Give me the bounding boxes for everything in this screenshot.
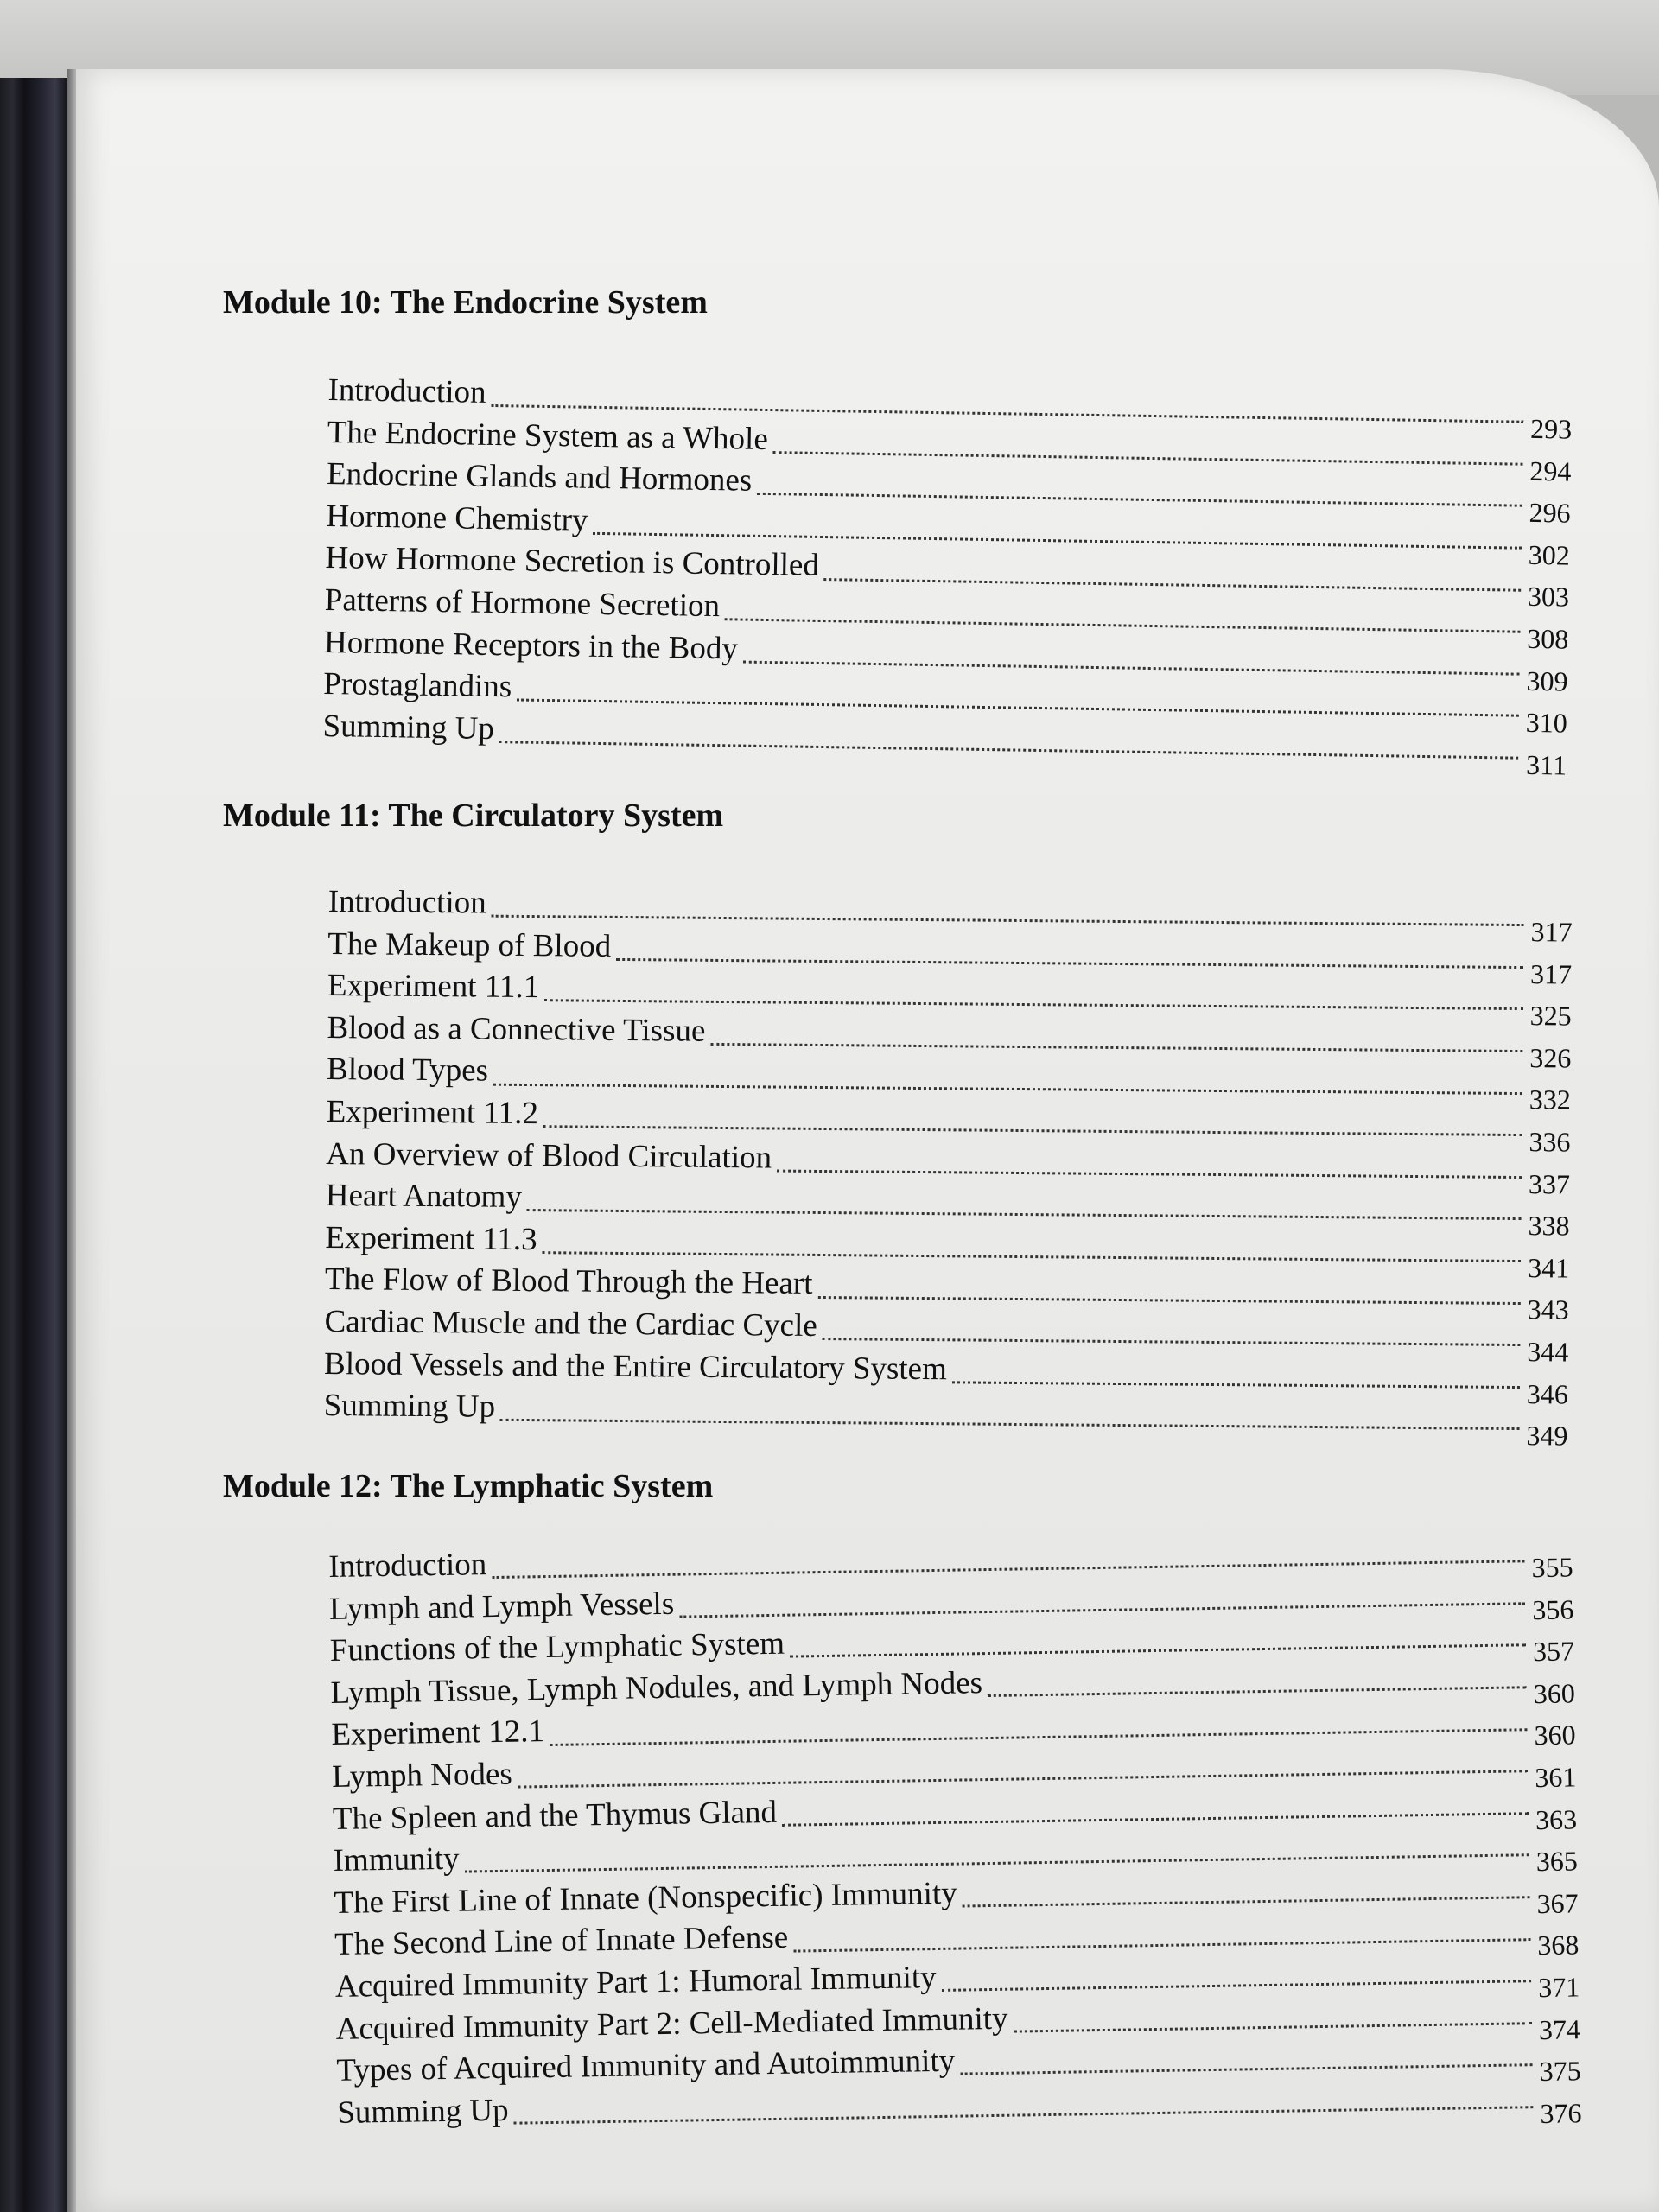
toc-page-number: 332	[1529, 1084, 1572, 1116]
toc-page-number: 360	[1533, 1677, 1576, 1709]
dot-leader	[952, 1380, 1520, 1389]
toc-entry-label: Lymph Nodes	[331, 1756, 513, 1795]
toc-page-number: 303	[1527, 581, 1570, 613]
toc-entry-label: Prostaglandins	[322, 666, 512, 705]
toc-entry-label: Summing Up	[322, 708, 495, 747]
toc-entry-label: Introduction	[327, 883, 486, 921]
toc-page-number: 296	[1529, 497, 1571, 529]
dot-leader	[1014, 2021, 1532, 2032]
dot-leader	[777, 1168, 1522, 1179]
toc-entry-label: Summing Up	[323, 1388, 496, 1425]
toc-entry-label: Introduction	[327, 372, 486, 410]
toc-page-number: 374	[1538, 2012, 1581, 2045]
toc-page-number: 309	[1526, 664, 1568, 697]
toc-page-number: 344	[1527, 1336, 1569, 1368]
dot-leader	[616, 957, 1523, 969]
toc-entry-label: The Endocrine System as a Whole	[327, 414, 769, 457]
toc-entry-label: Hormone Chemistry	[326, 498, 588, 538]
toc-page-number: 349	[1526, 1420, 1568, 1452]
module-title: Module 10: The Endocrine System	[223, 284, 708, 321]
dot-leader	[963, 1895, 1530, 1907]
dot-leader	[942, 1979, 1531, 1992]
dot-leader	[514, 2105, 1534, 2125]
dot-leader	[542, 1250, 1521, 1262]
toc-page-number: 302	[1528, 538, 1571, 571]
toc-page-number: 361	[1535, 1761, 1577, 1794]
toc-page-number: 317	[1529, 957, 1573, 990]
toc-page-number: 326	[1529, 1041, 1572, 1074]
toc-entry-label: The Spleen and the Thymus Gland	[332, 1794, 778, 1837]
toc-entry-label: Functions of the Lymphatic System	[329, 1625, 785, 1669]
dot-leader	[790, 1643, 1526, 1658]
toc-entry-label: Immunity	[333, 1840, 460, 1879]
toc-entry-label: The Makeup of Blood	[327, 925, 612, 964]
toc-entry-label: Blood Vessels and the Entire Circulatory System	[323, 1345, 948, 1387]
toc-entry-label: Lymph and Lymph Vessels	[328, 1586, 675, 1627]
toc-page-number: 368	[1537, 1929, 1580, 1961]
module-title: Module 12: The Lymphatic System	[223, 1468, 714, 1504]
toc-page-number: 375	[1539, 2055, 1581, 2088]
toc-page-number: 343	[1527, 1294, 1569, 1325]
toc-entry-label: The First Line of Innate (Nonspecific) Immunity	[334, 1875, 957, 1921]
dot-leader	[817, 1295, 1520, 1305]
dot-leader	[773, 450, 1523, 466]
dot-leader	[988, 1685, 1527, 1697]
toc-entry-label: Acquired Immunity Part 1: Humoral Immunity	[334, 1959, 937, 2005]
toc-page-number: 337	[1528, 1167, 1571, 1200]
toc-page-number: 371	[1537, 1971, 1580, 2004]
toc-page-number: 308	[1527, 622, 1569, 655]
toc-page-number: 355	[1531, 1551, 1573, 1584]
dot-leader	[823, 1337, 1521, 1346]
toc-page-number: 310	[1525, 706, 1568, 739]
toc-entry-label: Experiment 11.1	[327, 968, 540, 1006]
toc-page-number: 341	[1528, 1251, 1570, 1284]
toc-entry-label: Hormone Receptors in the Body	[323, 624, 739, 667]
dot-leader	[544, 999, 1523, 1011]
toc-entry-label: How Hormone Secretion is Controlled	[325, 540, 820, 584]
toc-page-number: 317	[1530, 916, 1573, 948]
toc-page-number: 293	[1529, 412, 1573, 445]
toc-entry-label: Acquired Immunity Part 2: Cell-Mediated Immunity	[335, 2000, 1008, 2047]
dot-leader	[493, 1082, 1522, 1094]
toc-entry-list	[328, 1529, 1582, 2136]
dot-leader	[492, 914, 1524, 926]
dot-leader	[543, 1124, 1522, 1136]
toc-page-number: 325	[1529, 1000, 1572, 1032]
toc-page-number: 365	[1535, 1845, 1579, 1878]
dot-leader	[757, 492, 1522, 507]
toc-page-number: 338	[1528, 1210, 1570, 1242]
toc-entry-label: Types of Acquired Immunity and Autoimmunity	[336, 2043, 956, 2089]
toc-entry-list	[323, 883, 1573, 1452]
toc-entry-list	[322, 372, 1573, 781]
toc-entry-label: Lymph Tissue, Lymph Nodules, and Lymph Nodes	[330, 1664, 983, 1711]
toc-page-number: 356	[1532, 1592, 1574, 1625]
toc-entry-label: Experiment 11.3	[325, 1219, 537, 1257]
dot-leader	[743, 659, 1520, 675]
dot-leader	[499, 740, 1519, 760]
toc-entry-label: Summing Up	[336, 2092, 509, 2131]
dot-leader	[527, 1208, 1522, 1220]
dot-leader	[960, 2063, 1532, 2075]
toc-entry-label: Blood as a Connective Tissue	[327, 1009, 706, 1049]
toc-entry-label: The Second Line of Innate Defense	[334, 1920, 789, 1963]
module-title: Module 11: The Circulatory System	[223, 798, 724, 834]
dot-leader	[793, 1937, 1530, 1952]
toc-page-number: 376	[1540, 2097, 1582, 2129]
toc-entry-label: Blood Types	[326, 1052, 489, 1089]
toc-entry-label: Endocrine Glands and Hormones	[326, 456, 753, 499]
toc-page-number: 360	[1534, 1719, 1576, 1751]
toc-entry-label: Experiment 11.2	[326, 1093, 539, 1132]
dot-leader	[500, 1418, 1520, 1430]
toc-entry-label: Introduction	[328, 1547, 487, 1585]
toc-page-number: 367	[1536, 1887, 1579, 1919]
toc-page-number: 294	[1529, 454, 1572, 487]
toc-entry-label: Patterns of Hormone Secretion	[324, 582, 721, 625]
dot-leader	[710, 1042, 1522, 1052]
toc-entry-label: The Flow of Blood Through the Heart	[324, 1262, 813, 1302]
toc-entry-label: Heart Anatomy	[325, 1178, 523, 1216]
dot-leader	[782, 1811, 1529, 1827]
toc-entry-label: An Overview of Blood Circulation	[326, 1135, 772, 1176]
toc-page-number: 346	[1526, 1377, 1569, 1410]
toc-page-number: 357	[1532, 1635, 1575, 1668]
toc-page-number: 336	[1529, 1126, 1571, 1158]
toc-entry-label: Experiment 12.1	[331, 1713, 545, 1753]
toc-entry-label: Cardiac Muscle and the Cardiac Cycle	[324, 1303, 817, 1344]
toc-page-number: 311	[1525, 748, 1567, 781]
dot-leader	[824, 577, 1522, 592]
toc-page-number: 363	[1535, 1802, 1578, 1835]
